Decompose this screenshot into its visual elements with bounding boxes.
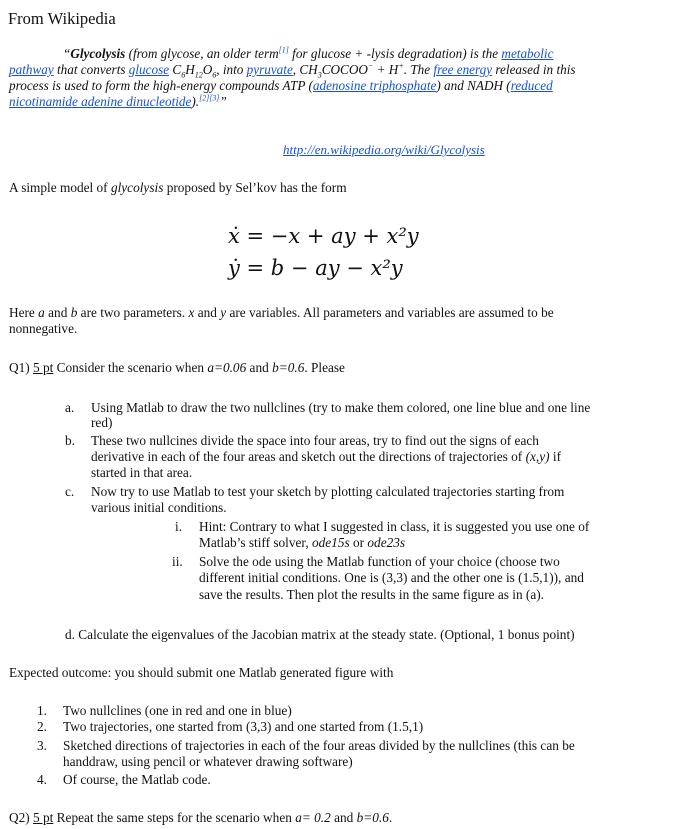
q1-subitem-i-line-2: Matlab’s stiff solver, ode15s or ode23s [199,535,406,550]
link-metabolic[interactable]: metabolic [501,46,554,61]
equation-y-dot: ẏ = b − ay − x²y [228,256,403,280]
outcome-item-4: Of course, the Matlab code. [63,772,211,787]
link-reduced[interactable]: reduced [510,78,553,93]
ref-23-link[interactable]: [2][3] [199,93,220,103]
q1-item-a-marker: a. [65,400,75,415]
quote-line-3: process is used to form the high-energy compounds ATP (adenosine triphosphate) and NADH (reduced [9,78,553,93]
term-glycolysis: Glycolysis [70,46,126,61]
q1-item-b-marker: b. [65,433,75,448]
q1-item-d: d. Calculate the eigenvalues of the Jacobian matrix at the steady state. (Optional, 1 bonus point) [65,627,575,642]
page-title: From Wikipedia [8,9,116,28]
q1-item-b-line-2: derivative in each of the four areas and sketch out the directions of trajectories of (x,y) if [91,449,561,464]
q1-subitem-i-marker: i. [175,519,183,534]
source-url-link[interactable]: http://en.wikipedia.org/wiki/Glycolysis [283,142,485,157]
outcome-item-4-marker: 4. [37,772,47,787]
link-atp[interactable]: adenosine triphosphate [312,78,437,93]
link-free-energy[interactable]: free energy [433,62,493,77]
outcome-item-3-marker: 3. [37,738,47,753]
question-1: Q1) 5 pt Consider the scenario when a=0.06 and b=0.6. Please [9,360,345,375]
outcome-item-3-line-2: handdraw, using pencil or whatever drawing software) [63,754,353,769]
quote-line-1: “Glycolysis (from glycose, an older term[1] for glucose + -lysis degradation) is the metabolic [63,45,554,61]
q1-item-c-line-2: various initial conditions. [91,500,227,515]
link-nadh[interactable]: nicotinamide adenine dinucleotide [9,94,192,109]
link-pathway[interactable]: pathway [9,62,54,77]
outcome-item-2-marker: 2. [37,719,47,734]
q1-item-b-line-3: started in that area. [91,465,193,480]
q1-item-a-line-1: Using Matlab to draw the two nullclines (try to make them colored, one line blue and one line [91,400,591,415]
outcome-item-1: Two nullclines (one in red and one in blue) [63,703,292,718]
q1-subitem-ii-line-3: save the results. Then plot the results in the same figure as in (a). [199,587,545,602]
outcome-item-1-marker: 1. [37,703,47,718]
link-glucose[interactable]: glucose [128,62,170,77]
params-line-2: nonnegative. [9,321,78,336]
intro-text: A simple model of glycolysis proposed by Sel’kov has the form [9,180,347,195]
q1-item-a-line-2: red) [91,415,113,430]
q1-subitem-ii-line-2: different initial conditions. One is (3,3) and the other one is (1.5,1)), and [199,570,584,585]
q1-item-b-line-1: These two nullcines divide the space into four areas, try to find out the signs of each [91,433,539,448]
outcome-item-3-line-1: Sketched directions of trajectories in each of the four areas divided by the nullclines (this can be [63,738,575,753]
question-2: Q2) 5 pt Repeat the same steps for the scenario when a= 0.2 and b=0.6. [9,810,393,825]
equation-x-dot: ẋ = −x + ay + x²y [228,224,419,248]
link-pyruvate[interactable]: pyruvate [246,62,293,77]
q1-subitem-ii-marker: ii. [172,554,183,569]
params-line-1: Here a and b are two parameters. x and y are variables. All parameters and variables are assumed to be [9,305,554,320]
quote-line-4: nicotinamide adenine dinucleotide).[2][3]” [9,93,227,109]
q1-subitem-i-line-1: Hint: Contrary to what I suggested in class, it is suggested you use one of [199,519,590,534]
outcome-item-2: Two trajectories, one started from (3,3) and one started from (1.5,1) [63,719,424,734]
outcome-title: Expected outcome: you should submit one Matlab generated figure with [9,665,394,680]
q1-subitem-ii-line-1: Solve the ode using the Matlab function of your choice (choose two [199,554,560,569]
quote-line-2: pathway that converts glucose $C_6H_{12}O_6$, into pyruvate, $CH_3COCOO^- + H^+$. The free energy released in this [9,61,576,80]
q1-item-c-line-1: Now try to use Matlab to test your sketch by plotting calculated trajectories starting from [91,484,565,499]
ref-1-link[interactable]: [1] [278,45,289,55]
q1-item-c-marker: c. [65,484,75,499]
